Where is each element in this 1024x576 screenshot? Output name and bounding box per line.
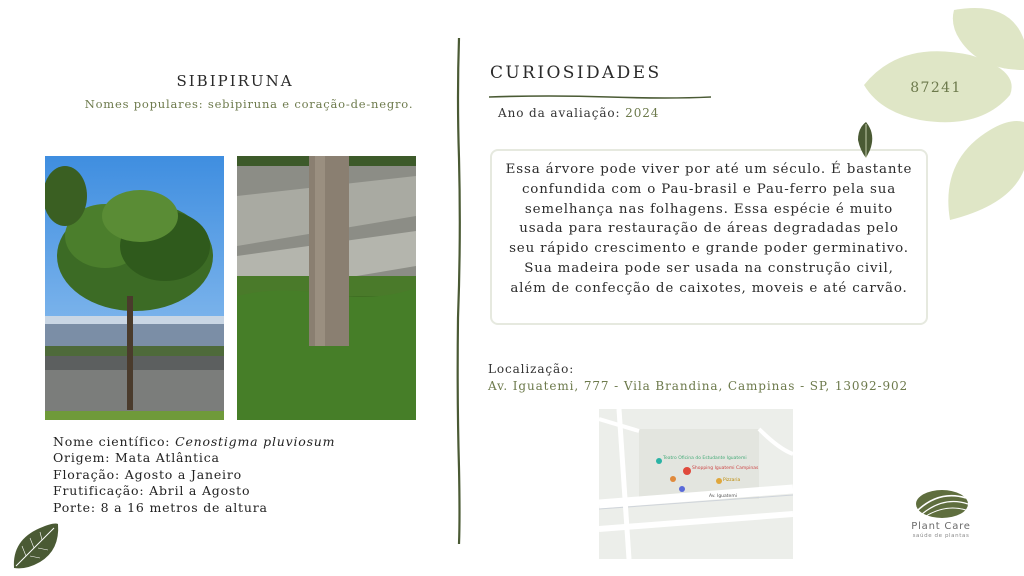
scientific-name-row: Nome científico: Cenostigma pluviosum (53, 434, 336, 449)
map-label: Pizzaria (723, 478, 741, 483)
map-label: Av. Iguatemi (709, 494, 737, 499)
poi-icon (656, 458, 662, 464)
poi-icon (716, 478, 722, 484)
popular-names: Nomes populares: sebipiruna e coração-de-negro. (84, 97, 414, 111)
plant-name-title: SIBIPIRUNA (176, 72, 294, 90)
plant-facts (53, 434, 335, 516)
tree-photo (45, 156, 224, 420)
poi-icon (679, 486, 685, 492)
curiosities-title: CURIOSIDADES (490, 63, 662, 83)
plant-code: 87241 (910, 80, 962, 96)
fruiting-row: Frutificação: Abril a Agosto (53, 483, 251, 499)
size-row: Porte: 8 a 16 metros de altura (53, 499, 268, 515)
origin-row: Origem: Mata Atlântica (53, 450, 220, 466)
corner-leaf-icon (10, 520, 62, 572)
brand-name: Plant Care (911, 521, 971, 532)
map-label: Teatro Oficina do Estudante Iguatemi (663, 456, 747, 461)
poi-icon (670, 476, 676, 482)
leaf-icon (856, 120, 876, 160)
map-pin-icon (683, 467, 691, 475)
column-divider (455, 38, 463, 544)
flowering-row: Floração: Agosto a Janeiro (53, 466, 242, 482)
description-box: Essa árvore pode viver por até um século. É bastante confundida com o Pau-brasil e Pau-ferro pela sua semelhança nas folhagens. Essa espécie é muito usada para restauração de áreas degradadas pelo seu rápido crescimento e grande poder germinativo. Sua madeira pode ser usada na construção civil, além de confecção de caixotes, moveis e até carvão. (490, 149, 928, 325)
location-map[interactable] (599, 409, 793, 559)
location-address: Av. Iguatemi, 777 - Vila Brandina, Campinas - SP, 13092-902 (488, 379, 909, 393)
evaluation-year: Ano da avaliação: 2024 (498, 106, 660, 120)
trunk-photo (237, 156, 416, 420)
decorative-leaves (860, 0, 1024, 230)
map-label: Shopping Iguatemi Campinas (692, 466, 759, 471)
brand-tagline: saúde de plantas (912, 533, 970, 539)
location-label: Localização: (488, 362, 575, 376)
title-underline (489, 85, 711, 91)
